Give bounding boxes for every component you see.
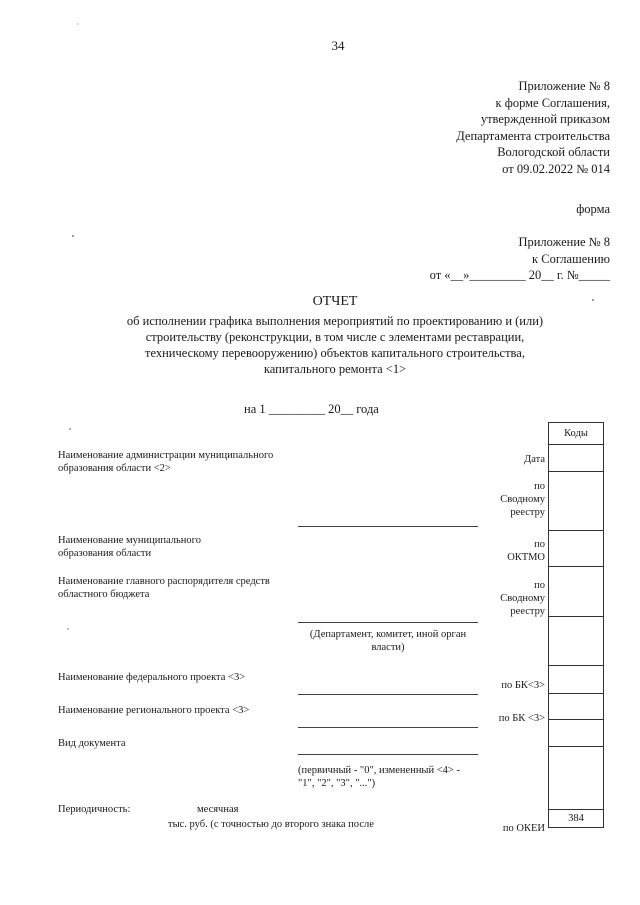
bk-code-label-2: по БК <3> bbox=[498, 713, 545, 724]
report-title: ОТЧЕТ bbox=[312, 294, 358, 309]
unit-text: тыс. руб. (с точностью до второго знака после bbox=[168, 819, 374, 830]
regional-project-label: Наименование регионального проекта <3> bbox=[58, 705, 250, 716]
code-cell-period bbox=[549, 747, 604, 810]
date-code-label: Дата bbox=[524, 454, 545, 465]
codes-table bbox=[548, 422, 604, 828]
approval-block bbox=[456, 78, 610, 177]
chief-admin-field-line bbox=[298, 622, 478, 623]
chief-admin-label: Наименование главного распорядителя средств областного бюджета bbox=[58, 576, 270, 600]
code-cell-doc bbox=[549, 720, 604, 747]
code-cell-svod-2 bbox=[549, 567, 604, 617]
bk-code-label: по БК<3> bbox=[501, 680, 545, 691]
subtitle-line: об исполнении графика выполнения мероприятий по проектированию и (или) bbox=[126, 314, 544, 328]
okei-code-label: по ОКЕИ bbox=[502, 823, 545, 834]
svod-registry-code-label-2: по Сводному реестру bbox=[500, 580, 545, 617]
form-label: форма bbox=[576, 202, 610, 216]
municipality-field-line bbox=[298, 526, 478, 527]
subtitle-line: техническому перевооружению) объектов капитального строительства, bbox=[145, 346, 525, 360]
code-cell-svod bbox=[549, 472, 604, 531]
report-date-line: на 1 _________ 20__ года bbox=[244, 402, 379, 416]
code-cell-empty bbox=[549, 617, 604, 666]
approval-line: Департамента строительства bbox=[456, 128, 610, 143]
approval-line: от 09.02.2022 № 014 bbox=[502, 161, 610, 176]
federal-project-field-line bbox=[298, 694, 478, 695]
report-subtitle bbox=[40, 313, 630, 377]
doc-type-note: (первичный - "0", измененный <4> - "1", "2", "3", "...") bbox=[298, 765, 460, 789]
approval-line: Приложение № 8 bbox=[518, 79, 610, 93]
approval-line: утвержденной приказом bbox=[480, 112, 610, 126]
doc-type-label: Вид документа bbox=[58, 738, 126, 749]
regional-project-field-line bbox=[298, 727, 478, 728]
attachment-block bbox=[430, 234, 610, 284]
municipality-name-label: Наименование муниципального образования области bbox=[58, 535, 201, 559]
code-cell-okei: 384 bbox=[549, 810, 604, 828]
chief-admin-note: (Департамент, комитет, иной орган власти) bbox=[309, 629, 467, 653]
code-cell-bk bbox=[549, 666, 604, 694]
code-cell-date bbox=[549, 445, 604, 472]
subtitle-line: капитального ремонта <1> bbox=[263, 362, 407, 376]
doc-type-field-line bbox=[298, 754, 478, 755]
admin-name-label: Наименование администрации муниципального образования области <2> bbox=[58, 450, 274, 474]
periodicity-label: Периодичность: bbox=[58, 804, 131, 815]
attachment-line1: Приложение № 8 bbox=[518, 235, 610, 249]
approval-line: Вологодской области bbox=[497, 145, 610, 159]
federal-project-label: Наименование федерального проекта <3> bbox=[58, 672, 246, 683]
code-cell-bk-2 bbox=[549, 694, 604, 720]
attachment-line2: к Соглашению bbox=[532, 251, 610, 266]
svod-registry-code-label: по Сводному реестру bbox=[500, 481, 545, 518]
oktmo-code-label: по ОКТМО bbox=[507, 539, 545, 563]
page-number: 34 bbox=[331, 38, 345, 53]
subtitle-line: строительству (реконструкции, в том числе с элементами реставрации, bbox=[145, 330, 525, 344]
periodicity-value: месячная bbox=[197, 804, 239, 815]
code-cell-oktmo bbox=[549, 531, 604, 567]
approval-line: к форме Соглашения, bbox=[495, 95, 610, 110]
attachment-line3: от «__»_________ 20__ г. №_____ bbox=[429, 268, 610, 282]
codes-header: Коды bbox=[549, 423, 604, 445]
